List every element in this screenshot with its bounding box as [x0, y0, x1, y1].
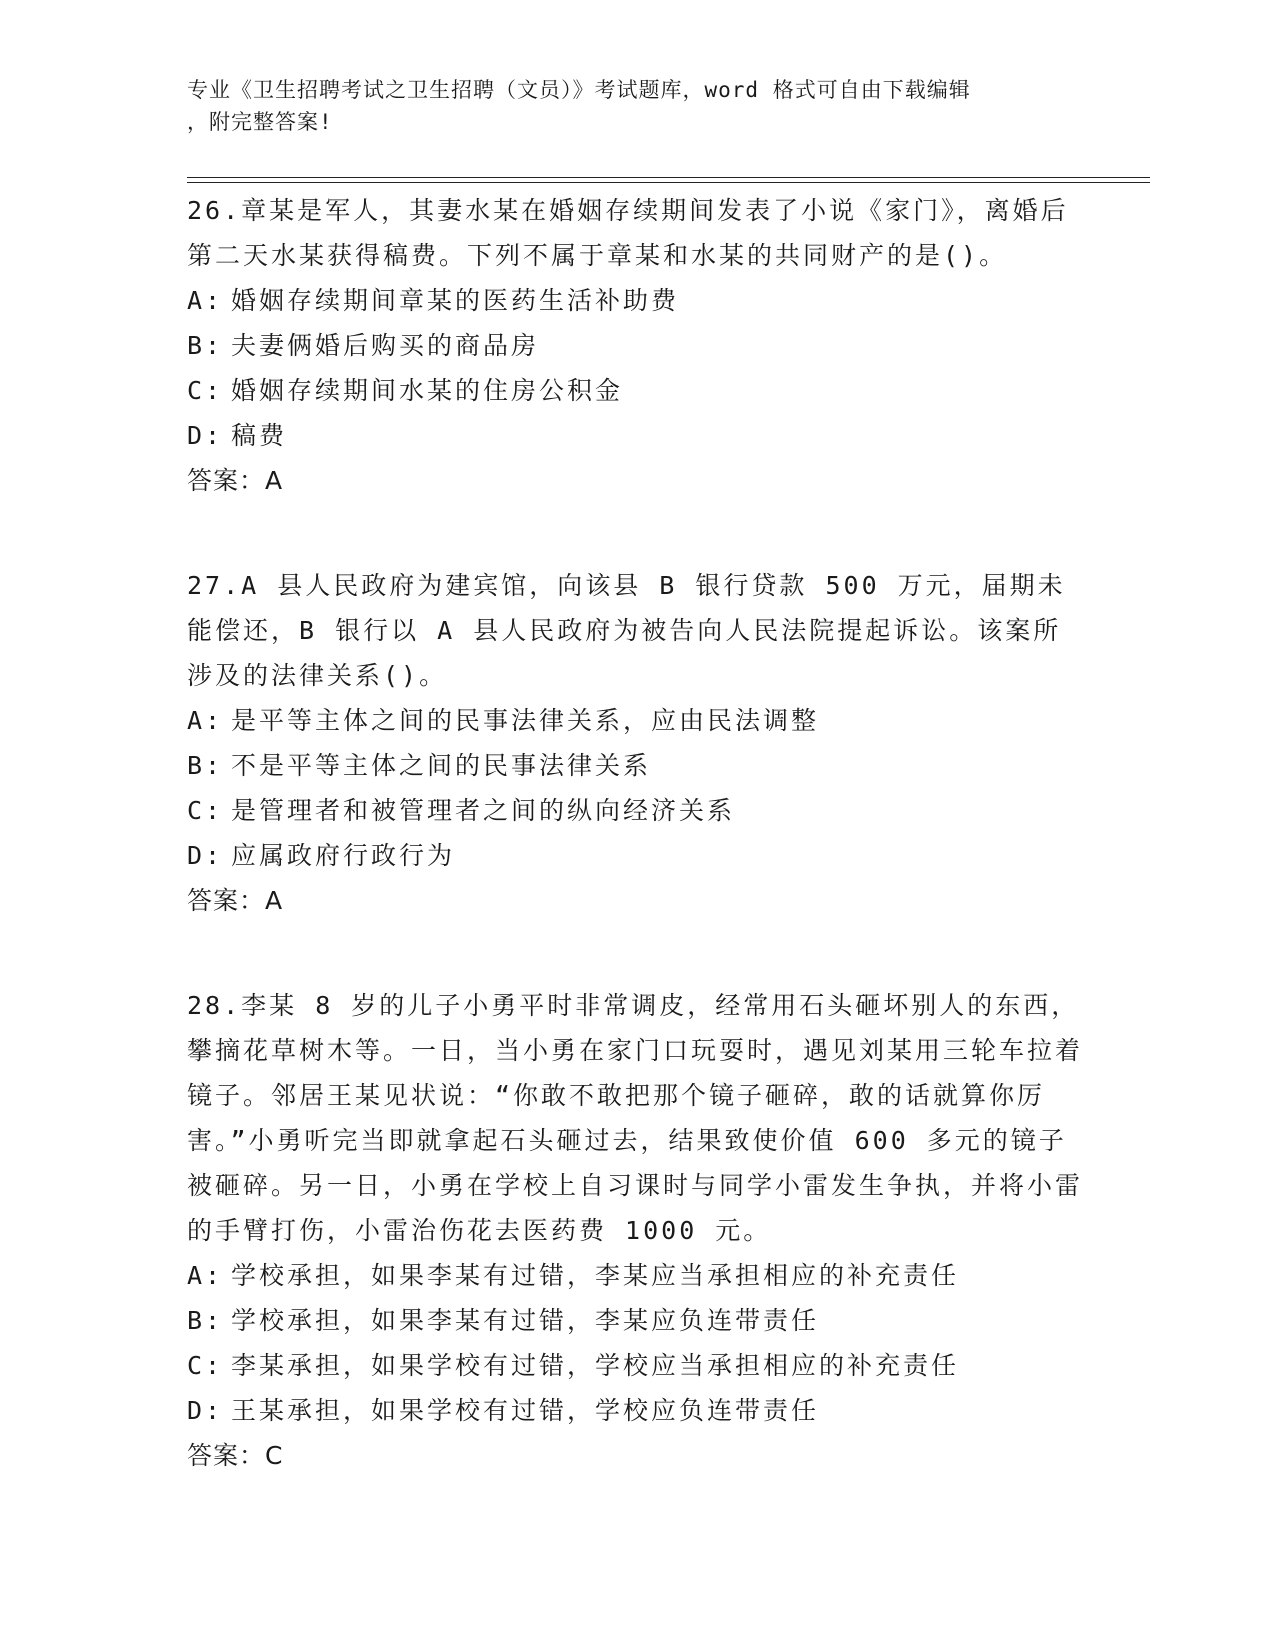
option-c: [187, 368, 1087, 413]
option-b: [187, 743, 1087, 788]
option-a: [187, 278, 1087, 323]
question-28: [187, 983, 1087, 1478]
option-text: 稿费: [231, 421, 288, 450]
option-b: [187, 323, 1087, 368]
header-title-line-2: ，附完整答案!: [187, 110, 333, 134]
question-stem: 28.李某 8 岁的儿子小勇平时非常调皮，经常用石头砸坏别人的东西，攀摘花草树木等。一日，当小勇在家门口玩耍时，遇见刘某用三轮车拉着镜子。邻居王某见状说：“你敢不敢把那个镜子砸碎，敢的话就算你厉害。”小勇听完当即就拿起石头砸过去，结果致使价值 600 多元的镜子被砸碎。另一日，小勇在学校上自习课时与同学小雷发生争执，并将小雷的手臂打伤，小雷治伤花去医药费 1000 元。: [187, 991, 1084, 1245]
option-key: D:: [187, 841, 224, 870]
option-text: 婚姻存续期间章某的医药生活补助费: [231, 286, 680, 315]
option-d: [187, 1388, 1087, 1433]
option-key: A:: [187, 1261, 224, 1290]
option-key: C:: [187, 376, 224, 405]
option-a: [187, 1253, 1087, 1298]
option-text: 应属政府行政行为: [231, 841, 456, 870]
answer-line: 答案：A: [187, 466, 284, 495]
header-divider: [187, 177, 1150, 183]
option-d: [187, 833, 1087, 878]
option-key: D:: [187, 1396, 224, 1425]
option-d: [187, 413, 1087, 458]
question-stem: 26.章某是军人，其妻水某在婚姻存续期间发表了小说《家门》，离婚后第二天水某获得稿费。下列不属于章某和水某的共同财产的是()。: [187, 196, 1069, 270]
option-key: C:: [187, 796, 224, 825]
option-c: [187, 1343, 1087, 1388]
option-b: [187, 1298, 1087, 1343]
option-text: 学校承担，如果李某有过错，李某应负连带责任: [231, 1306, 820, 1335]
header-title-line-1: 专业《卫生招聘考试之卫生招聘（文员）》考试题库，word 格式可自由下载编辑: [187, 78, 971, 102]
option-key: B:: [187, 1306, 224, 1335]
answer-line: 答案：A: [187, 886, 284, 915]
option-key: A:: [187, 706, 224, 735]
option-key: B:: [187, 331, 224, 360]
option-text: 王某承担，如果学校有过错，学校应负连带责任: [231, 1396, 820, 1425]
option-a: [187, 698, 1087, 743]
document-header: [187, 74, 1067, 138]
question-stem: 27.A 县人民政府为建宾馆，向该县 B 银行贷款 500 万元，届期未能偿还，B 银行以 A 县人民政府为被告向人民法院提起诉讼。该案所涉及的法律关系()。: [187, 571, 1066, 690]
option-text: 夫妻俩婚后购买的商品房: [231, 331, 540, 360]
option-key: C:: [187, 1351, 224, 1380]
question-26: [187, 188, 1087, 503]
question-list: [187, 188, 1087, 1538]
answer-line: 答案：C: [187, 1441, 284, 1470]
option-key: A:: [187, 286, 224, 315]
question-27: [187, 563, 1087, 923]
option-text: 是平等主体之间的民事法律关系，应由民法调整: [231, 706, 820, 735]
option-c: [187, 788, 1087, 833]
option-key: B:: [187, 751, 224, 780]
option-text: 婚姻存续期间水某的住房公积金: [231, 376, 624, 405]
option-text: 李某承担，如果学校有过错，学校应当承担相应的补充责任: [231, 1351, 960, 1380]
option-text: 学校承担，如果李某有过错，李某应当承担相应的补充责任: [231, 1261, 960, 1290]
option-text: 是管理者和被管理者之间的纵向经济关系: [231, 796, 736, 825]
option-key: D:: [187, 421, 224, 450]
option-text: 不是平等主体之间的民事法律关系: [231, 751, 652, 780]
